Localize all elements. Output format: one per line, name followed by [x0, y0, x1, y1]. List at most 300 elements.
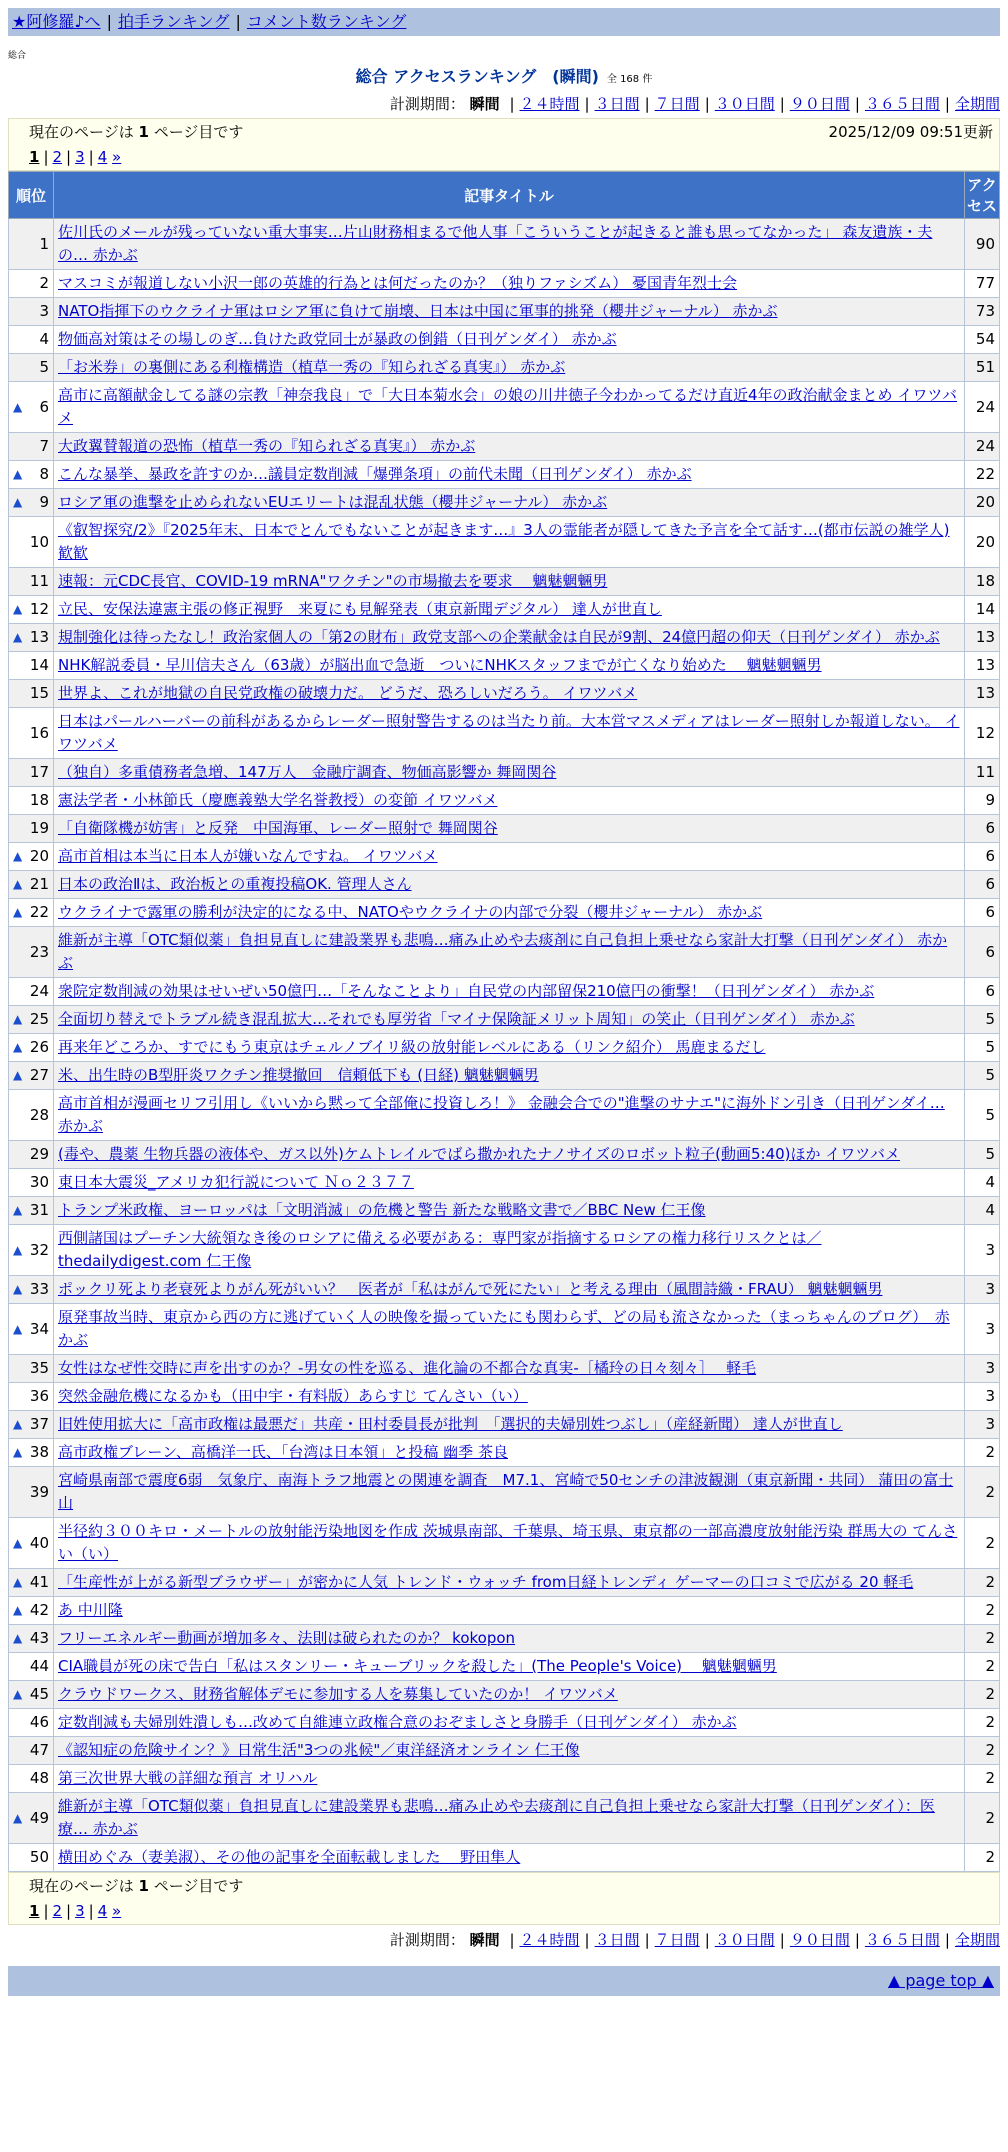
rank-up-arrow-icon: ▲: [13, 1040, 23, 1054]
table-row: [9, 759, 1000, 787]
section-label: 総合: [8, 51, 27, 61]
period-links: [504, 1931, 1000, 1949]
article-title-link[interactable]: 速報：元CDC長官、COVID-19 mRNA"ワクチン"の市場撤去を要求 魑魅魍魎男: [58, 572, 608, 590]
rank-cell: [9, 927, 54, 978]
table-row: [9, 1844, 1000, 1872]
rank-number: 28: [29, 1105, 49, 1124]
table-row: [9, 1276, 1000, 1304]
rank-cell: [9, 1765, 54, 1793]
rank-number: 38: [29, 1443, 49, 1461]
period-link[interactable]: ９０日間: [789, 1931, 850, 1949]
rank-number: 6: [39, 397, 49, 416]
ranking-table: [8, 171, 1000, 1872]
access-count: 5: [965, 1141, 1000, 1169]
rank-cell: [9, 1141, 54, 1169]
rank-cell: [9, 270, 54, 298]
total-count: 全 168 件: [606, 74, 653, 85]
pager-link[interactable]: 2: [52, 148, 63, 166]
rank-number: 23: [29, 942, 49, 961]
article-title-link[interactable]: 「生産性が上がる新型ブラウザー」が密かに人気 トレンド・ウォッチ from日経トレンディ ゲーマーの口コミで広がる 20 軽毛: [58, 1573, 914, 1591]
rank-cell: [9, 1597, 54, 1625]
period-separator: |: [509, 1931, 515, 1949]
article-title-link[interactable]: 《認知症の危険サイン？》日常生活"3つの兆候"／東洋経済オンライン 仁王像: [58, 1741, 580, 1759]
article-title-link[interactable]: (毒や、農薬 生物兵器の液体や、ガス以外)ケムトレイルでばら撒かれたナノサイズのロボット粒子(動画5:40)ほか イワツバメ: [58, 1145, 900, 1163]
table-row: [9, 1765, 1000, 1793]
table-row: [9, 1225, 1000, 1276]
rank-cell: [9, 1625, 54, 1653]
access-count: 2: [965, 1467, 1000, 1518]
article-title-link[interactable]: 「お米券」の裏側にある利権構造（植草一秀の『知られざる真実』） 赤かぶ: [58, 358, 566, 376]
title-cell: [54, 1844, 965, 1872]
rank-cell: [9, 1197, 54, 1225]
period-link[interactable]: ３０日間: [714, 95, 775, 113]
article-title-link[interactable]: 大政翼賛報道の恐怖（植草一秀の『知られざる真実』） 赤かぶ: [58, 437, 476, 455]
article-title-link[interactable]: 「自衛隊機が妨害」と反発 中国海軍、レーダー照射で 舞岡関谷: [58, 819, 498, 837]
article-title-link[interactable]: 規制強化は待ったなし！政治家個人の「第2の財布」政党支部への企業献金は自民が9割、24億円超の仰天（日刊ゲンダイ） 赤かぶ: [58, 628, 940, 646]
article-title-link[interactable]: 米、出生時のB型肝炎ワクチン推奨撤回 信頼低下も (日経) 魑魅魍魎男: [58, 1066, 539, 1084]
title-cell: [54, 1169, 965, 1197]
period-link[interactable]: ３日間: [594, 95, 640, 113]
rank-cell: [9, 489, 54, 517]
period-separator: |: [509, 95, 515, 113]
rank-up-arrow-icon: ▲: [13, 1687, 23, 1701]
period-link[interactable]: 全期間: [954, 1931, 1000, 1949]
article-title-link[interactable]: 女性はなぜ性交時に声を出すのか？-男女の性を巡る、進化論の不都合な真実-［橘玲の日々刻々］ 軽毛: [58, 1359, 757, 1377]
pager-separator: |: [43, 1902, 49, 1920]
rank-cell: [9, 461, 54, 489]
article-title-link[interactable]: 全面切り替えでトラブル続き混乱拡大…それでも厚労省「マイナ保険証メリット周知」の笑止（日刊ゲンダイ） 赤かぶ: [58, 1010, 855, 1028]
table-row: [9, 517, 1000, 568]
table-header-row: [9, 172, 1000, 219]
title-cell: [54, 759, 965, 787]
rank-cell: [9, 1737, 54, 1765]
article-title-link[interactable]: 突然金融危機になるかも（田中宇・有料版）あらすじ てんさい（い）: [58, 1387, 528, 1405]
pager-link[interactable]: 4: [97, 148, 108, 166]
period-separator: |: [854, 95, 860, 113]
article-title-link[interactable]: 第三次世界大戦の詳細な預言 オリハル: [58, 1769, 318, 1787]
pager-separator: |: [88, 148, 94, 166]
article-title-link[interactable]: 憲法学者・小林節氏（慶應義塾大学名誉教授）の変節 イワツバメ: [58, 791, 498, 809]
access-count: 11: [965, 759, 1000, 787]
title-cell: [54, 1653, 965, 1681]
rank-up-arrow-icon: ▲: [13, 1810, 23, 1825]
pager-link[interactable]: 3: [75, 1902, 85, 1920]
title-cell: [54, 1681, 965, 1709]
pager-separator: |: [88, 1902, 94, 1920]
article-title-link[interactable]: 佐川氏のメールが残っていない重大事実…片山財務相まるで他人事「こういうことが起きると誰も思ってなかった」 森友遺族・夫の… 赤かぶ: [58, 223, 933, 264]
title-cell: [54, 1765, 965, 1793]
rank-cell: [9, 843, 54, 871]
title-cell: [54, 927, 965, 978]
rank-up-arrow-icon: ▲: [13, 1242, 23, 1257]
rank-column-header: 順位: [9, 172, 54, 219]
table-row: [9, 1197, 1000, 1225]
title-cell: [54, 680, 965, 708]
rank-up-arrow-icon: ▲: [13, 877, 23, 891]
period-selector-bottom: [0, 1929, 1000, 1950]
rank-cell: [9, 1225, 54, 1276]
access-count: 5: [965, 1034, 1000, 1062]
article-title-link[interactable]: 衆院定数削減の効果はせいぜい50億円…「そんなことより」自民党の内部留保210億円の衝撃！（日刊ゲンダイ） 赤かぶ: [58, 982, 875, 1000]
article-title-link[interactable]: マスコミが報道しない小沢一郎の英雄的行為とは何だったのか？（独りファシズム） 憂国青年烈士会: [58, 274, 738, 292]
title-cell: [54, 1276, 965, 1304]
rank-up-arrow-icon: ▲: [13, 1068, 23, 1082]
access-count: 13: [965, 680, 1000, 708]
table-row: [9, 596, 1000, 624]
table-row: [9, 1006, 1000, 1034]
home-link[interactable]: ★阿修羅♪へ: [12, 12, 101, 31]
title-cell: [54, 1062, 965, 1090]
title-cell: [54, 298, 965, 326]
period-link[interactable]: ２４時間: [519, 1931, 580, 1949]
access-count: 90: [965, 219, 1000, 270]
title-cell: [54, 1225, 965, 1276]
table-row: [9, 1467, 1000, 1518]
pager-next-link[interactable]: »: [112, 148, 122, 166]
article-title-link[interactable]: 《叡智探究/2》『2025年末、日本でとんでもないことが起きます…』3人の霊能者が隠してきた予言を全て話す…(都市伝説の雑学人) 歓歓: [58, 521, 950, 562]
table-row: [9, 1569, 1000, 1597]
access-count: 24: [965, 433, 1000, 461]
table-row: [9, 815, 1000, 843]
table-row: [9, 927, 1000, 978]
rank-number: 7: [39, 437, 49, 455]
rank-cell: [9, 759, 54, 787]
footer-bar: [8, 1966, 1000, 1996]
table-row: [9, 461, 1000, 489]
access-count: 6: [965, 871, 1000, 899]
period-links: [504, 95, 1000, 113]
updated-timestamp: 2025/12/09 09:51更新: [828, 123, 993, 141]
rank-cell: [9, 1793, 54, 1844]
article-title-link[interactable]: CIA職員が死の床で告白「私はスタンリー・キューブリックを殺した」(The People's Voice) 魑魅魍魎男: [58, 1657, 777, 1675]
table-row: [9, 1793, 1000, 1844]
period-link[interactable]: ３０日間: [714, 1931, 775, 1949]
access-count: 6: [965, 843, 1000, 871]
rank-cell: [9, 1653, 54, 1681]
article-title-link[interactable]: 日本の政治Ⅱは、政治板との重複投稿OK. 管理人さん: [58, 875, 412, 893]
rank-number: 35: [29, 1359, 49, 1377]
table-row: [9, 843, 1000, 871]
title-cell: [54, 871, 965, 899]
rank-cell: [9, 1709, 54, 1737]
rank-number: 17: [29, 763, 49, 781]
title-cell: [54, 1625, 965, 1653]
rank-number: 50: [29, 1848, 49, 1866]
article-title-link[interactable]: 東日本大震災_アメリカ犯行説について Ｎｏ２３７７: [58, 1173, 414, 1191]
rank-number: 22: [29, 903, 49, 921]
pager-separator: |: [66, 1902, 72, 1920]
rank-number: 1: [39, 234, 49, 253]
applause-ranking-link[interactable]: 拍手ランキング: [117, 12, 230, 31]
rank-cell: [9, 298, 54, 326]
title-cell: [54, 568, 965, 596]
period-link[interactable]: ７日間: [654, 95, 700, 113]
article-title-link[interactable]: 定数削減も夫婦別姓潰しも…改めて自維連立政権合意のおぞましさと身勝手（日刊ゲンダイ） 赤かぶ: [58, 1713, 737, 1731]
access-count: 5: [965, 1090, 1000, 1141]
article-title-link[interactable]: クラウドワークス、財務省解体デモに参加する人を募集していたのか！ イワツバメ: [58, 1685, 618, 1703]
title-cell: [54, 1090, 965, 1141]
rank-up-arrow-icon: ▲: [13, 1445, 23, 1459]
table-row: [9, 433, 1000, 461]
pager-next-link[interactable]: »: [112, 1902, 122, 1920]
rank-cell: [9, 1383, 54, 1411]
article-title-link[interactable]: 宮崎県南部で震度6弱 気象庁、南海トラフ地震との関連を調査 M7.1、宮崎で50センチの津波観測（東京新聞・共同） 蒲田の富士山: [58, 1471, 954, 1512]
article-title-link[interactable]: 高市首相は本当に日本人が嫌いなんですね。 イワツバメ: [58, 847, 438, 865]
rank-number: 30: [29, 1173, 49, 1191]
period-link[interactable]: ７日間: [654, 1931, 700, 1949]
access-count: 13: [965, 624, 1000, 652]
rank-number: 24: [29, 982, 49, 1000]
table-row: [9, 354, 1000, 382]
access-count: 3: [965, 1383, 1000, 1411]
pager-links: [39, 1902, 121, 1920]
rank-up-arrow-icon: ▲: [13, 849, 23, 863]
article-title-link[interactable]: NHK解説委員・早川信夫さん（63歳）が脳出血で急逝 ついにNHKスタッフまでが亡くなり始めた 魑魅魍魎男: [58, 656, 822, 674]
article-title-link[interactable]: フリーエネルギー動画が増加多々、法則は破られたのか？ kokopon: [58, 1629, 516, 1647]
access-count: 2: [965, 1681, 1000, 1709]
pager-link[interactable]: 3: [75, 148, 85, 166]
article-title-link[interactable]: 維新が主導「OTC類似薬」負担見直しに建設業界も悲鳴…痛み止めや去痰剤に自己負担上乗せなら家計大打撃（日刊ゲンダイ）：医療… 赤かぶ: [58, 1797, 935, 1838]
period-link[interactable]: ９０日間: [789, 95, 850, 113]
pager-link[interactable]: 4: [97, 1902, 108, 1920]
title-cell: [54, 1411, 965, 1439]
rank-up-arrow-icon: ▲: [13, 630, 23, 644]
table-row: [9, 270, 1000, 298]
period-link[interactable]: ２４時間: [519, 95, 580, 113]
access-count: 3: [965, 1355, 1000, 1383]
rank-number: 37: [29, 1415, 49, 1433]
access-count: 6: [965, 927, 1000, 978]
access-count: 54: [965, 326, 1000, 354]
pager-separator: |: [43, 148, 49, 166]
article-title-link[interactable]: 旧姓使用拡大に「高市政権は最悪だ」共産・田村委員長が批判 「選択的夫婦別姓つぶし」（産経新聞） 達人が世直し: [58, 1415, 843, 1433]
rank-cell: [9, 978, 54, 1006]
table-row: [9, 1062, 1000, 1090]
rank-cell: [9, 1090, 54, 1141]
article-title-link[interactable]: 立民、安保法違憲主張の修正視野 来夏にも見解発表（東京新聞デジタル） 達人が世直し: [58, 600, 662, 618]
rank-cell: [9, 815, 54, 843]
title-cell: [54, 517, 965, 568]
table-row: [9, 1737, 1000, 1765]
rank-number: 36: [29, 1387, 49, 1405]
pager: [29, 1902, 999, 1920]
article-title-link[interactable]: 半径約３００キロ・メートルの放射能汚染地図を作成 茨城県南部、千葉県、埼玉県、東京都の一部高濃度放射能汚染 群馬大の てんさい（い）: [58, 1522, 958, 1563]
article-title-link[interactable]: 高市に高額献金してる謎の宗教「神奈我良」で「大日本菊水会」の娘の川井徳子今わかってるだけ直近4年の政治献金まとめ イワツバメ: [58, 386, 958, 427]
period-link[interactable]: ３日間: [594, 1931, 640, 1949]
table-row: [9, 1439, 1000, 1467]
page-title: 総合 アクセスランキング (瞬間): [355, 67, 599, 86]
rank-number: 25: [29, 1010, 49, 1028]
period-link[interactable]: ３６５日間: [864, 1931, 940, 1949]
article-title-link[interactable]: こんな暴挙、暴政を許すのか…議員定数削減「爆弾条項」の前代未聞（日刊ゲンダイ） 赤かぶ: [58, 465, 692, 483]
access-count: 2: [965, 1709, 1000, 1737]
rank-number: 39: [29, 1482, 49, 1501]
table-row: [9, 1304, 1000, 1355]
period-separator: |: [779, 95, 785, 113]
access-count: 12: [965, 708, 1000, 759]
pager-current: 1: [29, 1902, 40, 1920]
table-row: [9, 1653, 1000, 1681]
rank-cell: [9, 652, 54, 680]
article-title-link[interactable]: 再来年どころか、すでにもう東京はチェルノブイリ級の放射能レベルにある（リンク紹介） 馬鹿まるだし: [58, 1038, 766, 1056]
article-title-link[interactable]: 日本はパールハーバーの前科があるからレーダー照射警告するのは当たり前。大本営マスメディアはレーダー照射しか報道しない。 イワツバメ: [58, 712, 960, 753]
table-row: [9, 1625, 1000, 1653]
rank-number: 27: [29, 1066, 49, 1084]
access-count: 9: [965, 787, 1000, 815]
period-label: 計測期間：: [389, 95, 465, 113]
article-title-link[interactable]: （独自）多重債務者急増、147万人 金融庁調査、物価高影響か 舞岡関谷: [58, 763, 557, 781]
title-cell: [54, 1355, 965, 1383]
period-separator: |: [944, 1931, 950, 1949]
access-count: 6: [965, 978, 1000, 1006]
access-count: 24: [965, 382, 1000, 433]
rank-number: 32: [29, 1240, 49, 1259]
article-title-link[interactable]: あ 中川隆: [58, 1601, 123, 1619]
access-count: 3: [965, 1411, 1000, 1439]
title-cell: [54, 624, 965, 652]
period-selector-top: [0, 93, 1000, 114]
article-title-link[interactable]: 世界よ、これが地獄の自民党政権の破壊力だ。 どうだ、恐ろしいだろう。 イワツバメ: [58, 684, 638, 702]
rank-number: 40: [29, 1533, 49, 1552]
access-count: 2: [965, 1518, 1000, 1569]
access-count: 5: [965, 1006, 1000, 1034]
rank-cell: [9, 596, 54, 624]
pager-current: 1: [29, 148, 40, 166]
table-row: [9, 1411, 1000, 1439]
page-status-bottom: [8, 1872, 1000, 1925]
title-cell: [54, 708, 965, 759]
pager-link[interactable]: 2: [52, 1902, 63, 1920]
table-row: [9, 219, 1000, 270]
rank-cell: [9, 1169, 54, 1197]
access-count: 3: [965, 1304, 1000, 1355]
rank-number: 9: [39, 493, 49, 511]
rank-cell: [9, 354, 54, 382]
rank-cell: [9, 433, 54, 461]
title-cell: [54, 461, 965, 489]
rank-cell: [9, 1439, 54, 1467]
article-title-link[interactable]: 維新が主導「OTC類似薬」負担見直しに建設業界も悲鳴…痛み止めや去痰剤に自己負担上乗せなら家計大打撃（日刊ゲンダイ） 赤かぶ: [58, 931, 948, 972]
article-title-link[interactable]: ロシア軍の進撃を止められないEUエリートは混乱状態（櫻井ジャーナル） 赤かぶ: [58, 493, 608, 511]
period-separator: |: [584, 1931, 590, 1949]
article-title-link[interactable]: 高市政権ブレーン、高橋洋一氏、「台湾は日本領」と投稿 幽季 茶良: [58, 1443, 508, 1461]
rank-number: 12: [29, 600, 49, 618]
title-cell: [54, 326, 965, 354]
rank-up-arrow-icon: ▲: [13, 1535, 23, 1550]
period-current: 瞬間: [469, 95, 500, 113]
rank-number: 10: [29, 532, 49, 551]
page-status-suffix: ページ目です: [153, 1877, 244, 1895]
rank-number: 20: [29, 847, 49, 865]
table-row: [9, 568, 1000, 596]
rank-cell: [9, 1467, 54, 1518]
article-title-link[interactable]: 原発事故当時、東京から西の方に逃げていく人の映像を撮っていたにも関わらず、どの局も流さなかった（まっちゃんのブログ） 赤かぶ: [58, 1308, 950, 1349]
title-cell: [54, 1737, 965, 1765]
title-cell: [54, 1034, 965, 1062]
rank-number: 44: [29, 1657, 49, 1675]
title-cell: [54, 1141, 965, 1169]
rank-number: 49: [29, 1808, 49, 1827]
article-title-link[interactable]: ポックリ死より老衰死よりがん死がいい？ 医者が「私はがんで死にたい」と考える理由（風間詩織・FRAU） 魑魅魍魎男: [58, 1280, 883, 1298]
access-count: 2: [965, 1844, 1000, 1872]
rank-number: 5: [39, 358, 49, 376]
article-title-link[interactable]: トランプ米政権、ヨーロッパは「文明消滅」の危機と警告 新たな戦略文書で／BBC New 仁王像: [58, 1201, 706, 1219]
rank-number: 47: [29, 1741, 49, 1759]
access-count: 22: [965, 461, 1000, 489]
pager-separator: |: [66, 148, 72, 166]
table-row: [9, 652, 1000, 680]
nav-separator: |: [235, 12, 241, 31]
article-title-link[interactable]: 高市首相が漫画セリフ引用し《いいから黙って全部俺に投資しろ！》 金融会合での"進撃のサナエ"に海外ドン引き（日刊ゲンダイ… 赤かぶ: [58, 1094, 945, 1135]
pager: [29, 148, 999, 166]
rank-cell: [9, 219, 54, 270]
article-title-link[interactable]: 横田めぐみ（妻美淑）、その他の記事を全面転載しました 野田隼人: [58, 1848, 521, 1866]
rank-number: 15: [29, 684, 49, 702]
top-nav: [8, 8, 1000, 36]
rank-up-arrow-icon: ▲: [13, 495, 23, 509]
table-row: [9, 787, 1000, 815]
table-row: [9, 1681, 1000, 1709]
table-row: [9, 1518, 1000, 1569]
article-title-link[interactable]: NATO指揮下のウクライナ軍はロシア軍に負けて崩壊、日本は中国に軍事的挑発（櫻井ジャーナル） 赤かぶ: [58, 302, 778, 320]
comment-ranking-link[interactable]: コメント数ランキング: [246, 12, 407, 31]
title-cell: [54, 1793, 965, 1844]
title-cell: [54, 433, 965, 461]
period-separator: |: [644, 95, 650, 113]
rank-number: 4: [39, 330, 49, 348]
rank-number: 8: [39, 465, 49, 483]
title-cell: [54, 1304, 965, 1355]
title-cell: [54, 354, 965, 382]
access-count: 2: [965, 1439, 1000, 1467]
title-cell: [54, 1709, 965, 1737]
table-row: [9, 708, 1000, 759]
period-link[interactable]: ３６５日間: [864, 95, 940, 113]
table-row: [9, 382, 1000, 433]
rank-cell: [9, 1062, 54, 1090]
access-count: 14: [965, 596, 1000, 624]
article-title-link[interactable]: 西側諸国はプーチン大統領なき後のロシアに備える必要がある：専門家が指摘するロシアの権力移行リスクとは／thedailydigest.com 仁王像: [58, 1229, 822, 1270]
rank-up-arrow-icon: ▲: [13, 1321, 23, 1336]
title-cell: [54, 219, 965, 270]
page-top-link[interactable]: ▲ page top ▲: [887, 1971, 994, 1990]
page-status-current: 1: [138, 123, 149, 141]
page-status-prefix: 現在のページは: [29, 123, 134, 141]
period-link[interactable]: 全期間: [954, 95, 1000, 113]
page-status-current: 1: [138, 1877, 149, 1895]
rank-number: 46: [29, 1713, 49, 1731]
page-status-suffix: ページ目です: [153, 123, 244, 141]
period-separator: |: [704, 1931, 710, 1949]
access-count: 4: [965, 1197, 1000, 1225]
rank-number: 14: [29, 656, 49, 674]
article-title-link[interactable]: 物価高対策はその場しのぎ…負けた政党同士が暴政の倒錯（日刊ゲンダイ） 赤かぶ: [58, 330, 617, 348]
rank-cell: [9, 708, 54, 759]
table-row: [9, 871, 1000, 899]
access-count: 73: [965, 298, 1000, 326]
access-count: 2: [965, 1737, 1000, 1765]
rank-up-arrow-icon: ▲: [13, 467, 23, 481]
rank-cell: [9, 517, 54, 568]
table-row: [9, 1090, 1000, 1141]
rank-cell: [9, 1355, 54, 1383]
table-row: [9, 1597, 1000, 1625]
title-cell: [54, 1383, 965, 1411]
article-title-link[interactable]: ウクライナで露軍の勝利が決定的になる中、NATOやウクライナの内部で分裂（櫻井ジャーナル） 赤かぶ: [58, 903, 763, 921]
rank-cell: [9, 899, 54, 927]
period-label: 計測期間：: [389, 1931, 465, 1949]
access-count: 2: [965, 1625, 1000, 1653]
